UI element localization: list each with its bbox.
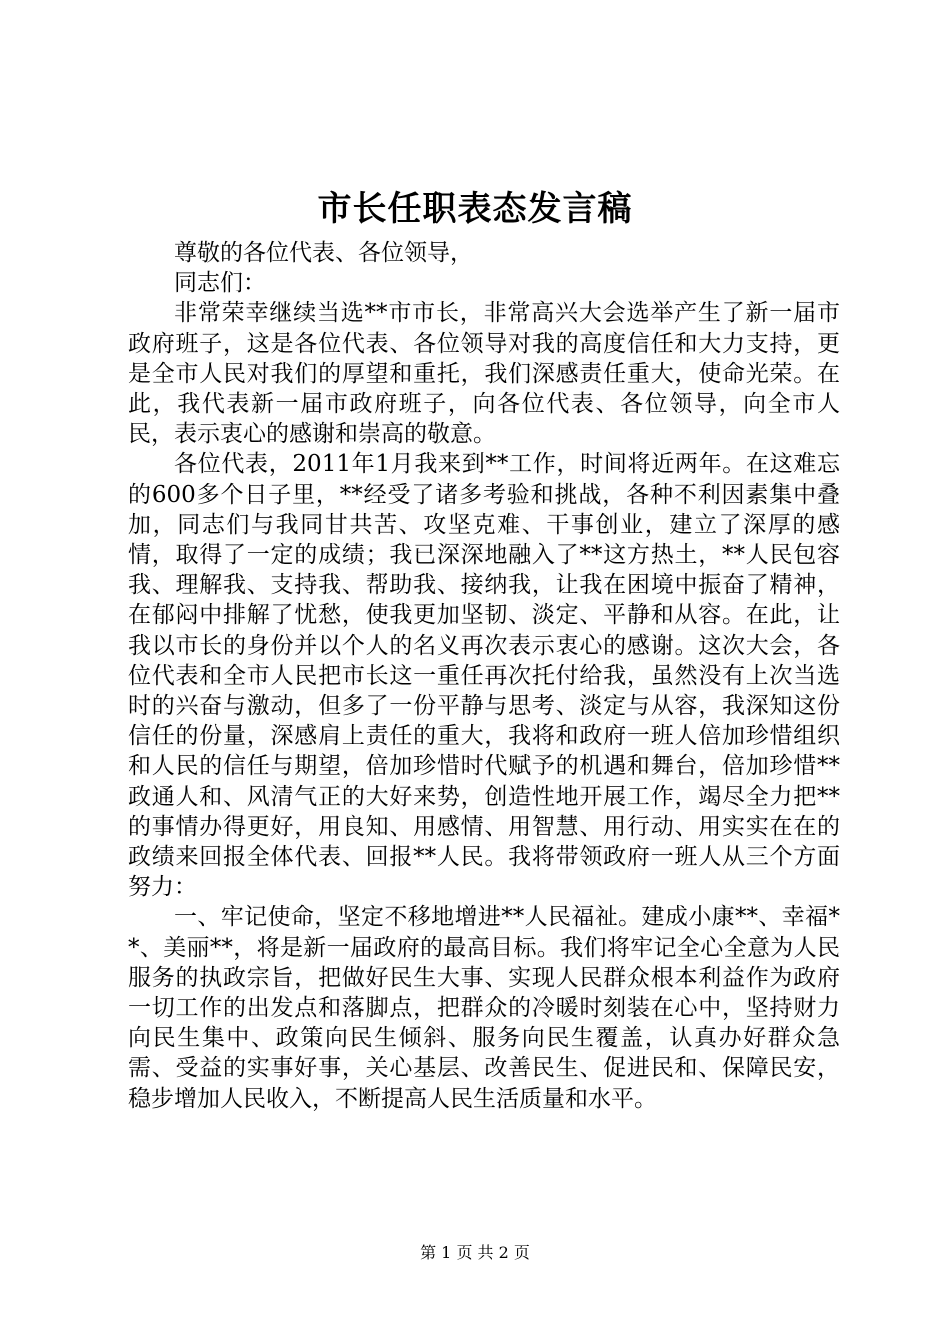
body-paragraph: 各位代表，2011年1月我来到**工作，时间将近两年。在这难忘的600多个日子里，**经受了诸多考验和挑战，各种不利因素集中叠加，同志们与我同甘共苦、攻坚克难、干事创业，建立了深厚的感情，取得了一定的成绩；我已深深地融入了**这方热土，**人民包容我、理解我、支持我、帮助我、接纳我，让我在困境中振奋了精神，在郁闷中排解了忧愁，使我更加坚韧、淡定、平静和从容。在此，让我以市长的身份并以个人的名义再次表示衷心的感谢。这次大会，各位代表和全市人民把市长这一重任再次托付给我，虽然没有上次当选时的兴奋与激动，但多了一份平静与思考、淡定与从容，我深知这份信任的份量，深感肩上责任的重大，我将和政府一班人倍加珍惜组织和人民的信任与期望，倍加珍惜时代赋予的机遇和舞台，倍加珍惜**政通人和、风清气正的大好来势，创造性地开展工作，竭尽全力把**的事情办得更好，用良知、用感情、用智慧、用行动、用实实在在的政绩来回报全体代表、回报**人民。我将带领政府一班人从三个方面努力： [128,451,840,901]
page-number-footer: 第 1 页 共 2 页 [420,1243,530,1262]
salutation-line: 同志们： [174,270,266,297]
document-body [128,238,840,1114]
salutation-line: 尊敬的各位代表、各位领导， [174,240,473,266]
page-title: 市长任职表态发言稿 [317,189,633,229]
body-paragraph: 一、牢记使命，坚定不移地增进**人民福祉。建成小康**、幸福**、美丽**，将是新一届政府的最高目标。我们将牢记全心全意为人民服务的执政宗旨，把做好民生大事、实现人民群众根本利益作为政府一切工作的出发点和落脚点，把群众的冷暖时刻装在心中，坚持财力向民生集中、政策向民生倾斜、服务向民生覆盖，认真办好群众急需、受益的实事好事，关心基层、改善民生、促进民和、保障民安，稳步增加人民收入，不断提高人民生活质量和水平。 [128,904,840,1112]
body-paragraph: 非常荣幸继续当选**市市长，非常高兴大会选举产生了新一届市政府班子，这是各位代表、各位领导对我的高度信任和大力支持，更是全市人民对我们的厚望和重托，我们深感责任重大，使命光荣。在此，我代表新一届市政府班子，向各位代表、各位领导，向全市人民，表示衷心的感谢和崇高的敬意。 [128,300,840,448]
